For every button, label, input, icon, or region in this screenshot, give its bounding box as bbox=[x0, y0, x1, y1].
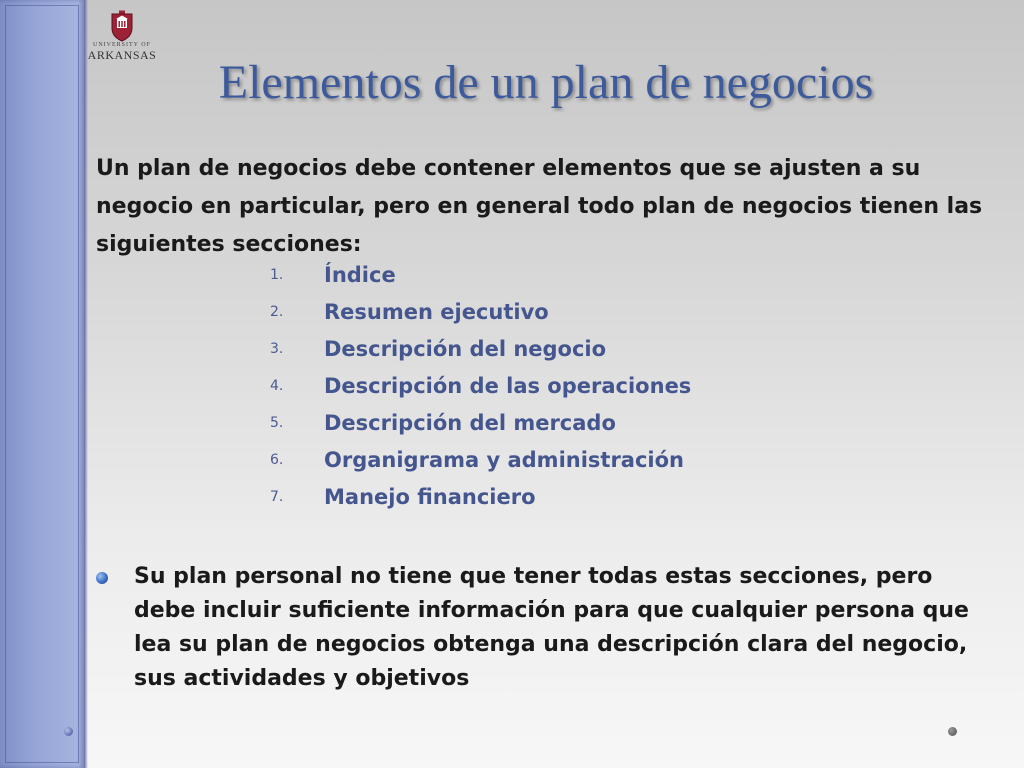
list-item-number: 4. bbox=[270, 377, 284, 394]
list-item bbox=[270, 367, 870, 404]
list-item bbox=[270, 293, 870, 330]
shield-icon bbox=[109, 10, 135, 42]
list-item-label: Descripción del mercado bbox=[324, 410, 616, 435]
intro-paragraph: Un plan de negocios debe contener elementos que se ajusten a su negocio en particular, pero en general todo plan de negocios tienen las siguientes secciones: bbox=[96, 156, 983, 257]
bullet-icon bbox=[96, 572, 108, 584]
bullet-text: Su plan personal no tiene que tener todas estas secciones, pero debe incluir suficiente información para que cualquier persona que lea su plan de negocios obtenga una descripción clara del negocio, sus actividades y objetivos bbox=[134, 564, 969, 691]
list-item-label: Organigrama y administración bbox=[324, 447, 685, 472]
slide-title: Elementos de un plan de negocios bbox=[218, 56, 874, 109]
list-item-label: Manejo financiero bbox=[324, 484, 536, 509]
list-item-label: Descripción del negocio bbox=[324, 336, 607, 361]
list-item-number: 3. bbox=[270, 340, 284, 357]
list-item bbox=[270, 478, 870, 515]
list-item bbox=[270, 256, 870, 293]
list-item bbox=[270, 404, 870, 441]
right-corner-dot-icon bbox=[948, 727, 957, 736]
list-item-label: Descripción de las operaciones bbox=[324, 373, 692, 398]
list-item bbox=[270, 330, 870, 367]
list-item-label: Resumen ejecutivo bbox=[324, 299, 549, 324]
list-item-number: 7. bbox=[270, 488, 284, 505]
list-item-number: 6. bbox=[270, 451, 284, 468]
list-item-label: Índice bbox=[324, 262, 396, 287]
list-item-number: 5. bbox=[270, 414, 284, 431]
left-corner-dot-icon bbox=[64, 727, 73, 736]
logo-subtext: UNIVERSITY OF bbox=[93, 42, 151, 48]
sections-list bbox=[270, 256, 870, 515]
list-item bbox=[270, 441, 870, 478]
list-item-number: 1. bbox=[270, 266, 284, 283]
side-bar bbox=[0, 0, 84, 768]
side-bar-shadow bbox=[84, 0, 88, 768]
side-bar-frame bbox=[5, 5, 79, 763]
list-item-number: 2. bbox=[270, 303, 284, 320]
logo-wordmark: ARKANSAS bbox=[87, 48, 157, 62]
